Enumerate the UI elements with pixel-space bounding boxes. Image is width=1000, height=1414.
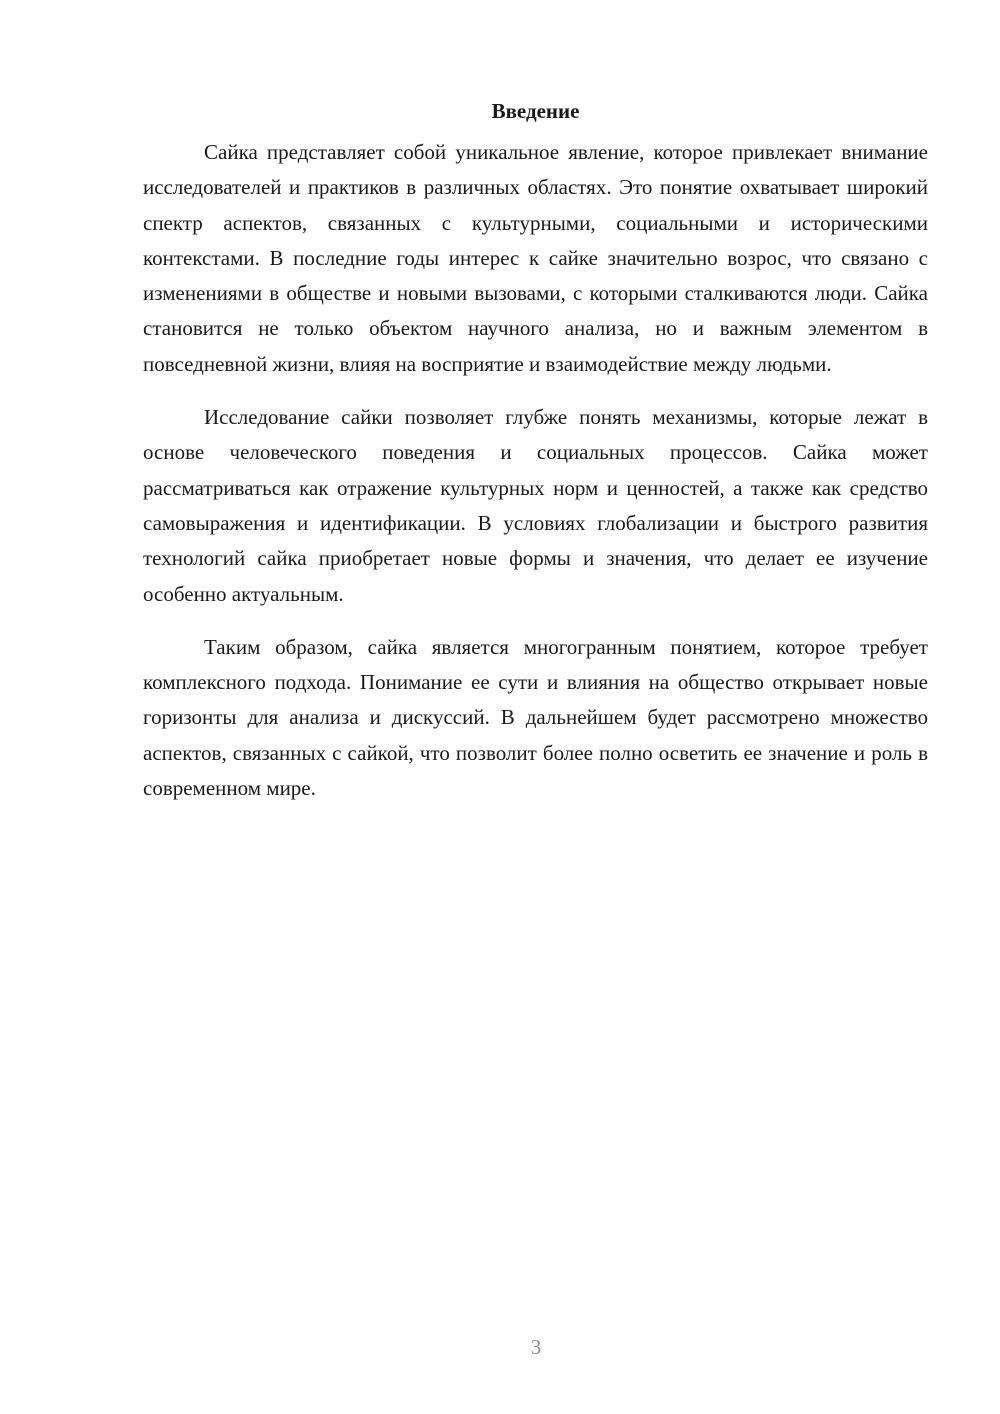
paragraph-1: Сайка представляет собой уникальное явление, которое привлекает внимание исследователей и практиков в различных областях. Это понятие охватывает широкий спектр аспектов, связанных с культурными, социальными и историческими контекстами. В последние годы интерес к сайке значительно возрос, что связано с изменениями в обществе и новыми вызовами, с которыми сталкиваются люди. Сайка становится не только объектом научного анализа, но и важным элементом в повседневной жизни, влияя на восприятие и взаимодействие между людьми. (143, 140, 928, 376)
paragraph-2: Исследование сайки позволяет глубже понять механизмы, которые лежат в основе человеческого поведения и социальных процессов. Сайка может рассматриваться как отражение культурных норм и ценностей, а также как средство самовыражения и идентификации. В условиях глобализации и быстрого развития технологий сайка приобретает новые формы и значения, что делает ее изучение особенно актуальным. (143, 405, 928, 606)
paragraph-3: Таким образом, сайка является многогранным понятием, которое требует комплексного подхода. Понимание ее сути и влияния на общество открывает новые горизонты для анализа и дискуссий. В дальнейшем будет рассмотрено множество аспектов, связанных с сайкой, что позволит более полно осветить ее значение и роль в современном мире. (143, 634, 928, 801)
page-content (143, 95, 928, 824)
page-number: 3 (530, 1335, 542, 1359)
section-heading: Введение (491, 99, 580, 123)
